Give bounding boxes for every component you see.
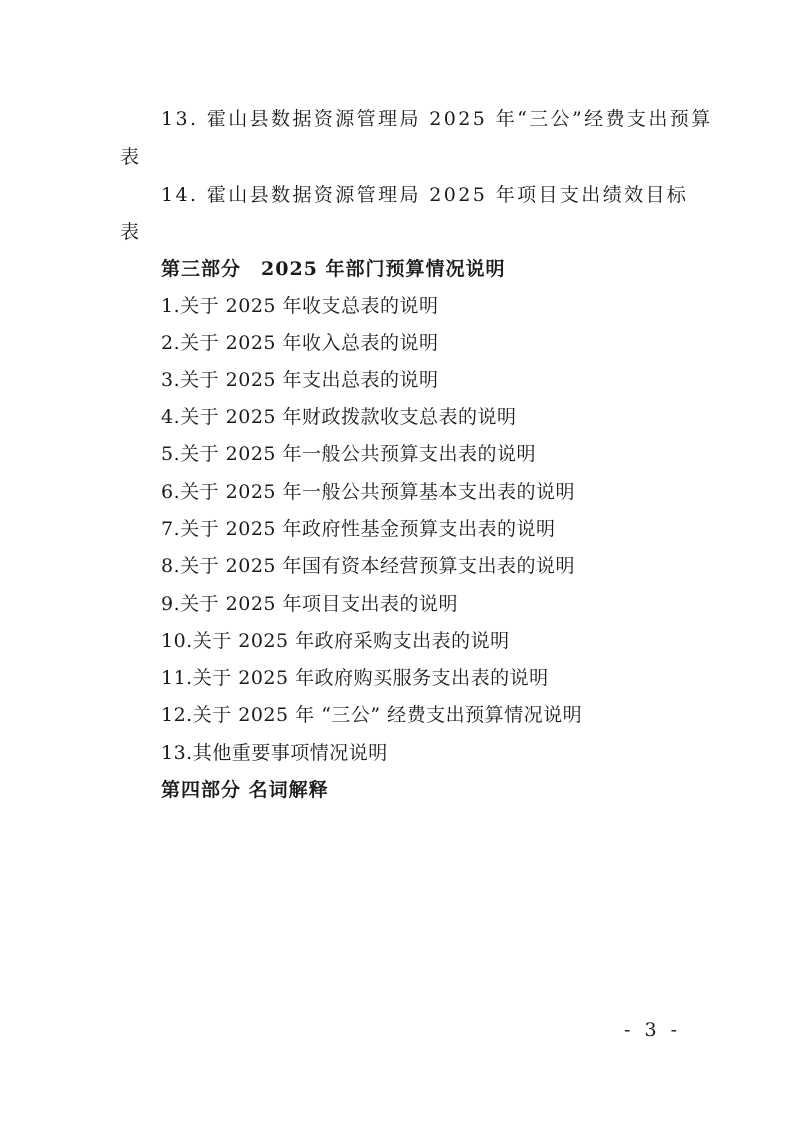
list-item: 12.关于 2025 年 “三公” 经费支出预算情况说明 bbox=[161, 704, 583, 726]
list-item: 14. 霍山县数据资源管理局 2025 年项目支出绩效目标 bbox=[161, 184, 689, 206]
list-item: 6.关于 2025 年一般公共预算基本支出表的说明 bbox=[161, 481, 576, 503]
list-item: 8.关于 2025 年国有资本经营预算支出表的说明 bbox=[161, 555, 576, 577]
list-item-continuation: 表 bbox=[120, 221, 140, 243]
list-item: 1.关于 2025 年收支总表的说明 bbox=[161, 295, 439, 317]
section-heading-part4: 第四部分 名词解释 bbox=[161, 779, 329, 801]
section-heading-part3: 第三部分 2025 年部门预算情况说明 bbox=[161, 258, 506, 280]
list-item: 11.关于 2025 年政府购买服务支出表的说明 bbox=[161, 667, 549, 689]
list-item: 5.关于 2025 年一般公共预算支出表的说明 bbox=[161, 443, 537, 465]
list-item: 4.关于 2025 年财政拨款收支总表的说明 bbox=[161, 406, 517, 428]
list-item: 13. 霍山县数据资源管理局 2025 年“三公”经费支出预算 bbox=[161, 108, 713, 130]
list-item-continuation: 表 bbox=[120, 146, 140, 168]
list-item: 2.关于 2025 年收入总表的说明 bbox=[161, 332, 439, 354]
list-item: 7.关于 2025 年政府性基金预算支出表的说明 bbox=[161, 518, 556, 540]
list-item: 9.关于 2025 年项目支出表的说明 bbox=[161, 593, 459, 615]
list-item: 10.关于 2025 年政府采购支出表的说明 bbox=[161, 630, 510, 652]
list-item: 3.关于 2025 年支出总表的说明 bbox=[161, 369, 439, 391]
page-number: - 3 - bbox=[624, 1019, 682, 1041]
list-item: 13.其他重要事项情况说明 bbox=[161, 742, 388, 764]
